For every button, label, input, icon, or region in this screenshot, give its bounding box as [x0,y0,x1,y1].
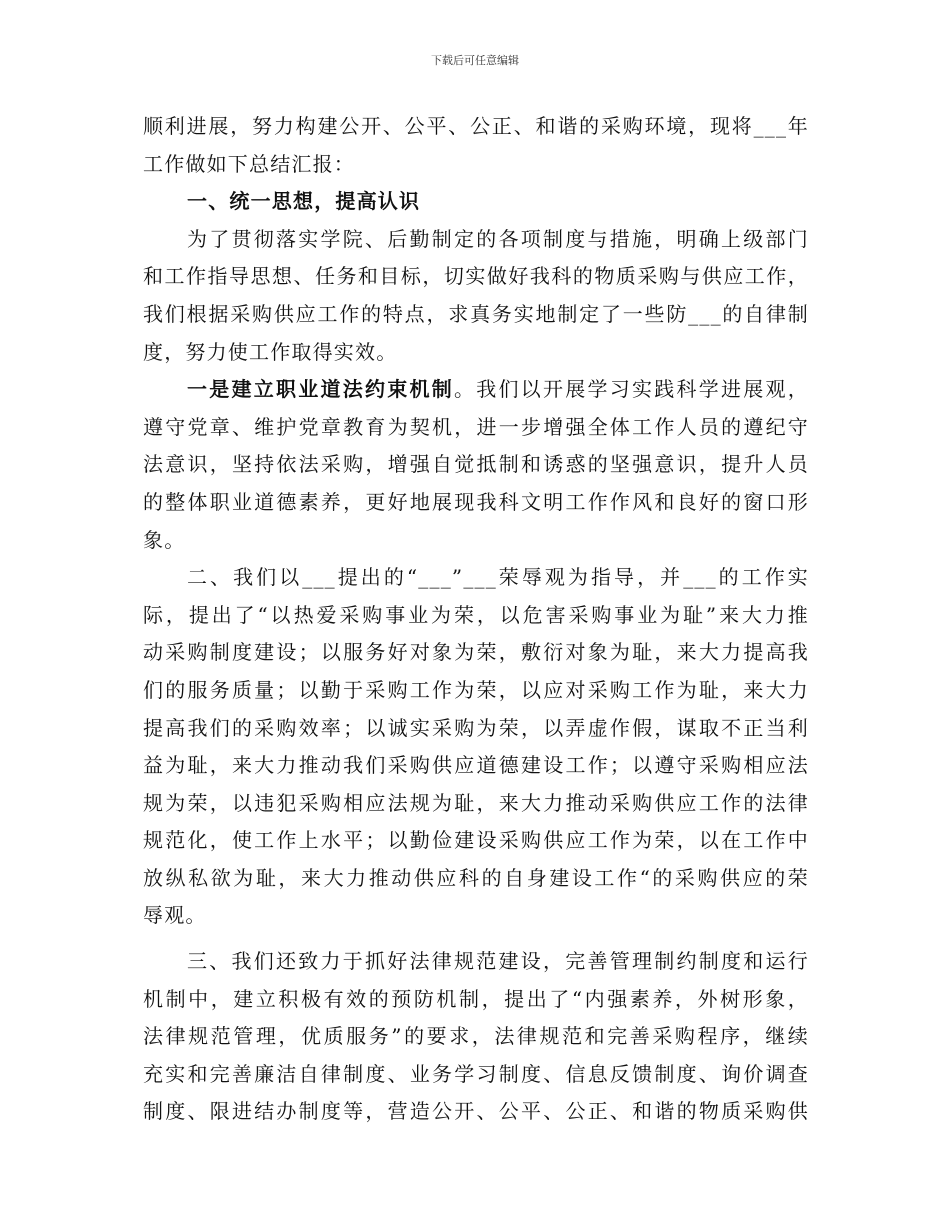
paragraph-line: 法律规范管理，优质服务”的要求，法律规范和完善采购程序，继续 [143,1024,809,1049]
paragraph-line: 际，提出了“以热爱采购事业为荣，以危害采购事业为耻”来大力推 [143,602,809,627]
paragraph-line: 益为耻，来大力推动我们采购供应道德建设工作；以遵守采购相应法 [143,753,809,778]
paragraph-line: 度，努力使工作取得实效。 [143,339,398,364]
paragraph-line: 放纵私欲为耻，来大力推动供应科的自身建设工作“的采购供应的荣 [143,865,809,890]
paragraph-line: 动采购制度建设；以服务好对象为荣，敷衍对象为耻，来大力提高我 [143,640,809,665]
intro-line: 工作做如下总结汇报： [143,151,355,176]
section-heading: 一、统一思想，提高认识 [187,189,421,214]
page-header: 下载后可任意编辑 [431,54,519,67]
paragraph-line: 象。 [143,527,186,552]
paragraph-line: 三、我们还致力于抓好法律规范建设，完善管理制约制度和运行 [187,949,809,974]
paragraph-line: 法意识，坚持依法采购，增强自觉抵制和诱惑的坚强意识，提升人员 [143,452,809,477]
document-body [143,108,809,1131]
paragraph-line: 规范化，使工作上水平；以勤俭建设采购供应工作为荣，以在工作中 [143,828,809,853]
paragraph-line: 的整体职业道德素养，更好地展现我科文明工作作风和良好的窗口形 [143,489,809,514]
paragraph-line: 我们根据采购供应工作的特点，求真务实地制定了一些防___的自律制 [143,301,809,326]
paragraph-line: 和工作指导思想、任务和目标，切实做好我科的物质采购与供应工作， [143,264,809,289]
paragraph-line: 制度、限进结办制度等，营造公开、公平、公正、和谐的物质采购供 [143,1099,809,1124]
paragraph-line [143,371,809,409]
paragraph-line: 充实和完善廉洁自律制度、业务学习制度、信息反馈制度、询价调查 [143,1061,809,1086]
paragraph-line: 辱观。 [143,903,207,928]
paragraph-line: 遵守党章、维护党章教育为契机，进一步增强全体工作人员的遵纪守 [143,414,809,439]
paragraph-line: 机制中，建立积极有效的预防机制，提出了“内强素养，外树形象， [143,986,809,1011]
paragraph-line: 为了贯彻落实学院、后勤制定的各项制度与措施，明确上级部门 [187,226,809,251]
bold-lead: 一是建立职业道法约束机制 [187,377,455,402]
paragraph-line: 规为荣，以违犯采购相应法规为耻，来大力推动采购供应工作的法律 [143,790,809,815]
paragraph-line: 提高我们的采购效率；以诚实采购为荣，以弄虚作假，谋取不正当利 [143,715,809,740]
paragraph-line: 们的服务质量；以勤于采购工作为荣，以应对采购工作为耻，来大力 [143,677,809,702]
paragraph-gap [143,935,809,943]
intro-line: 顺利进展，努力构建公开、公平、公正、和谐的采购环境，现将___年 [143,114,809,138]
paragraph-line: 二、我们以___提出的“___”___荣辱观为指导，并___的工作实 [187,565,809,590]
paragraph-text: 。我们以开展学习实践科学进展观， [454,377,809,402]
